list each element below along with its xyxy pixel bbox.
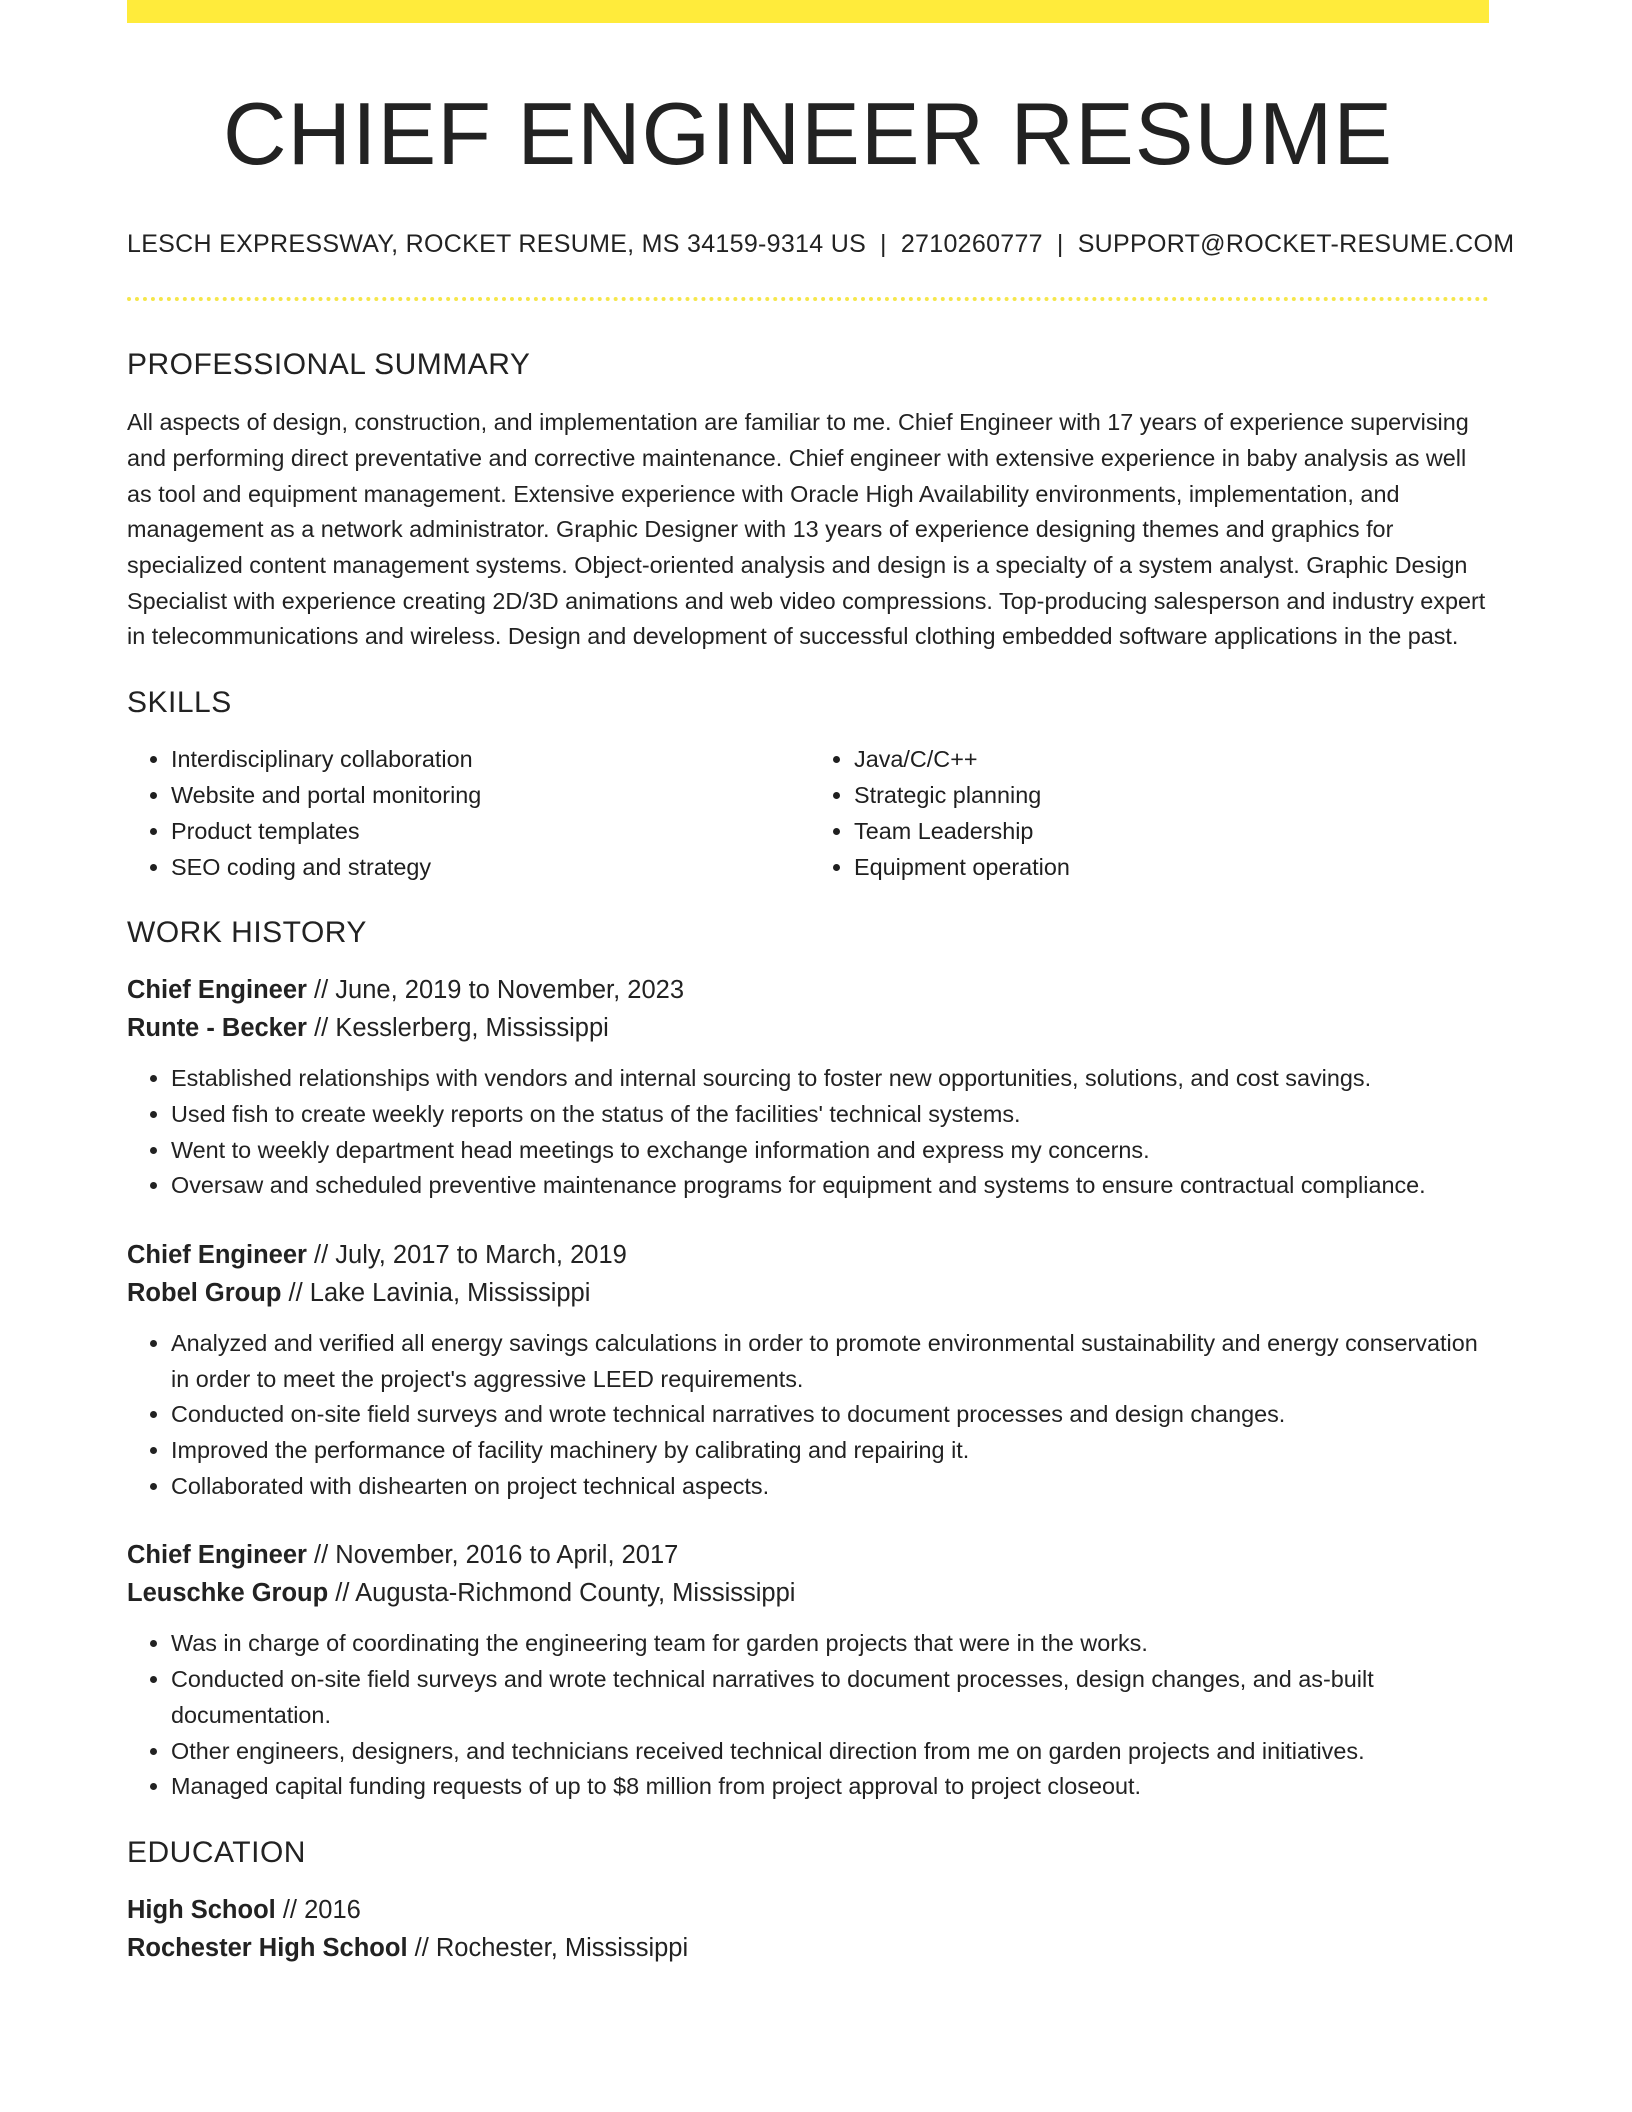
job-bullet: • Collaborated with dishearten on project technical aspects. <box>171 1469 1489 1505</box>
resume-page <box>127 0 1515 1967</box>
resume-title: CHIEF ENGINEER RESUME <box>222 84 1394 183</box>
job-bullet: • Went to weekly department head meetings to exchange information and express my concerns. <box>171 1133 1489 1169</box>
job-entry <box>127 1236 1489 1505</box>
job-bullet: • Improved the performance of facility machinery by calibrating and repairing it. <box>171 1433 1489 1469</box>
job-bullet: • Conducted on-site field surveys and wrote technical narratives to document processes and design changes. <box>171 1397 1489 1433</box>
job-company: Robel Group <box>127 1278 282 1307</box>
job-bullet: • Used fish to create weekly reports on the status of the facilities' technical systems. <box>171 1097 1489 1133</box>
accent-bar <box>127 0 1489 23</box>
job-bullet: • Other engineers, designers, and technicians received technical direction from me on garden projects and initiatives. <box>171 1734 1489 1770</box>
contact-address: LESCH EXPRESSWAY, ROCKET RESUME, MS 34159-9314 US <box>127 230 867 259</box>
section-title-skills: SKILLS <box>127 686 232 720</box>
job-location: // Lake Lavinia, Mississippi <box>281 1278 591 1307</box>
job-dates: // June, 2019 to November, 2023 <box>306 976 685 1005</box>
job-role: Chief Engineer <box>127 1541 307 1570</box>
job-bullet: • Was in charge of coordinating the engineering team for garden projects that were in the works. <box>171 1626 1489 1662</box>
job-company: Runte - Becker <box>127 1014 307 1043</box>
contact-phone: 2710260777 <box>900 230 1043 259</box>
job-bullet: • Oversaw and scheduled preventive maintenance programs for equipment and systems to ensure contractual compliance. <box>171 1168 1489 1204</box>
skills-list <box>127 741 1489 885</box>
section-title-work-history: WORK HISTORY <box>127 916 367 950</box>
skill-item: • Team Leadership <box>854 813 1489 849</box>
job-entry <box>127 1536 1489 1805</box>
skill-item: • Product templates <box>171 813 806 849</box>
education-location: // Rochester, Mississippi <box>407 1933 689 1962</box>
job-bullets <box>127 1326 1489 1505</box>
skills-column-right <box>806 741 1489 885</box>
contact-separator: | <box>1056 230 1064 259</box>
job-role-line <box>127 1536 1489 1574</box>
contact-line <box>127 230 1515 259</box>
job-location: // Augusta-Richmond County, Mississippi <box>328 1579 796 1608</box>
skill-item: • SEO coding and strategy <box>171 849 806 885</box>
divider <box>127 297 1489 301</box>
job-company-line <box>127 1574 1489 1612</box>
education-school: Rochester High School <box>127 1933 408 1962</box>
education-entry <box>127 1891 1489 1967</box>
skills-column-left <box>127 741 806 885</box>
job-role-line <box>127 1236 1489 1274</box>
job-company-line <box>127 1009 1489 1047</box>
section-title-education: EDUCATION <box>127 1835 306 1869</box>
job-role-line <box>127 971 1489 1009</box>
education-degree: High School <box>127 1895 276 1924</box>
education-school-line <box>127 1929 1489 1967</box>
skill-item: • Strategic planning <box>854 777 1489 813</box>
job-dates: // July, 2017 to March, 2019 <box>306 1240 627 1269</box>
job-entry <box>127 971 1489 1204</box>
skill-item: • Website and portal monitoring <box>171 777 806 813</box>
job-role: Chief Engineer <box>127 976 307 1005</box>
contact-email[interactable]: SUPPORT@ROCKET-RESUME.COM <box>1077 230 1515 259</box>
education-degree-line <box>127 1891 1489 1929</box>
education-year: // 2016 <box>275 1895 361 1924</box>
section-title-summary: PROFESSIONAL SUMMARY <box>127 348 531 382</box>
skill-item: • Java/C/C++ <box>854 741 1489 777</box>
summary-text: All aspects of design, construction, and implementation are familiar to me. Chief Engineer with 17 years of experience supervising and performing direct preventative and corrective maintenance. Chief engineer with extensive experience in baby analysis as well as tool and equipment management. Extensive experience with Oracle High Availability environments, implementation, and management as a network administrator. Graphic Designer with 13 years of experience designing themes and graphics for specialized content management systems. Object-oriented analysis and design is a specialty of a system analyst. Graphic Design Specialist with experience creating 2D/3D animations and web video compressions. Top-producing salesperson and industry expert in telecommunications and wireless. Design and development of successful clothing embedded software applications in the past. <box>127 409 1486 650</box>
job-bullet: • Established relationships with vendors and internal sourcing to foster new opportunities, solutions, and cost savings. <box>171 1061 1489 1097</box>
job-role: Chief Engineer <box>127 1240 307 1269</box>
job-company-line <box>127 1274 1489 1312</box>
job-bullets <box>127 1626 1489 1805</box>
job-bullet: • Managed capital funding requests of up to $8 million from project approval to project closeout. <box>171 1769 1489 1805</box>
contact-separator: | <box>880 230 887 259</box>
skill-item: • Interdisciplinary collaboration <box>171 741 806 777</box>
job-bullet: • Analyzed and verified all energy savings calculations in order to promote environmental sustainability and energy conservation in order to meet the project's aggressive LEED requirements. <box>171 1326 1489 1397</box>
job-bullet: • Conducted on-site field surveys and wrote technical narratives to document processes, design changes, and as-built documentation. <box>171 1662 1489 1733</box>
skill-item: • Equipment operation <box>854 849 1489 885</box>
job-location: // Kesslerberg, Mississippi <box>306 1014 609 1043</box>
job-company: Leuschke Group <box>127 1579 329 1608</box>
job-dates: // November, 2016 to April, 2017 <box>306 1541 679 1570</box>
job-bullets <box>127 1061 1489 1204</box>
